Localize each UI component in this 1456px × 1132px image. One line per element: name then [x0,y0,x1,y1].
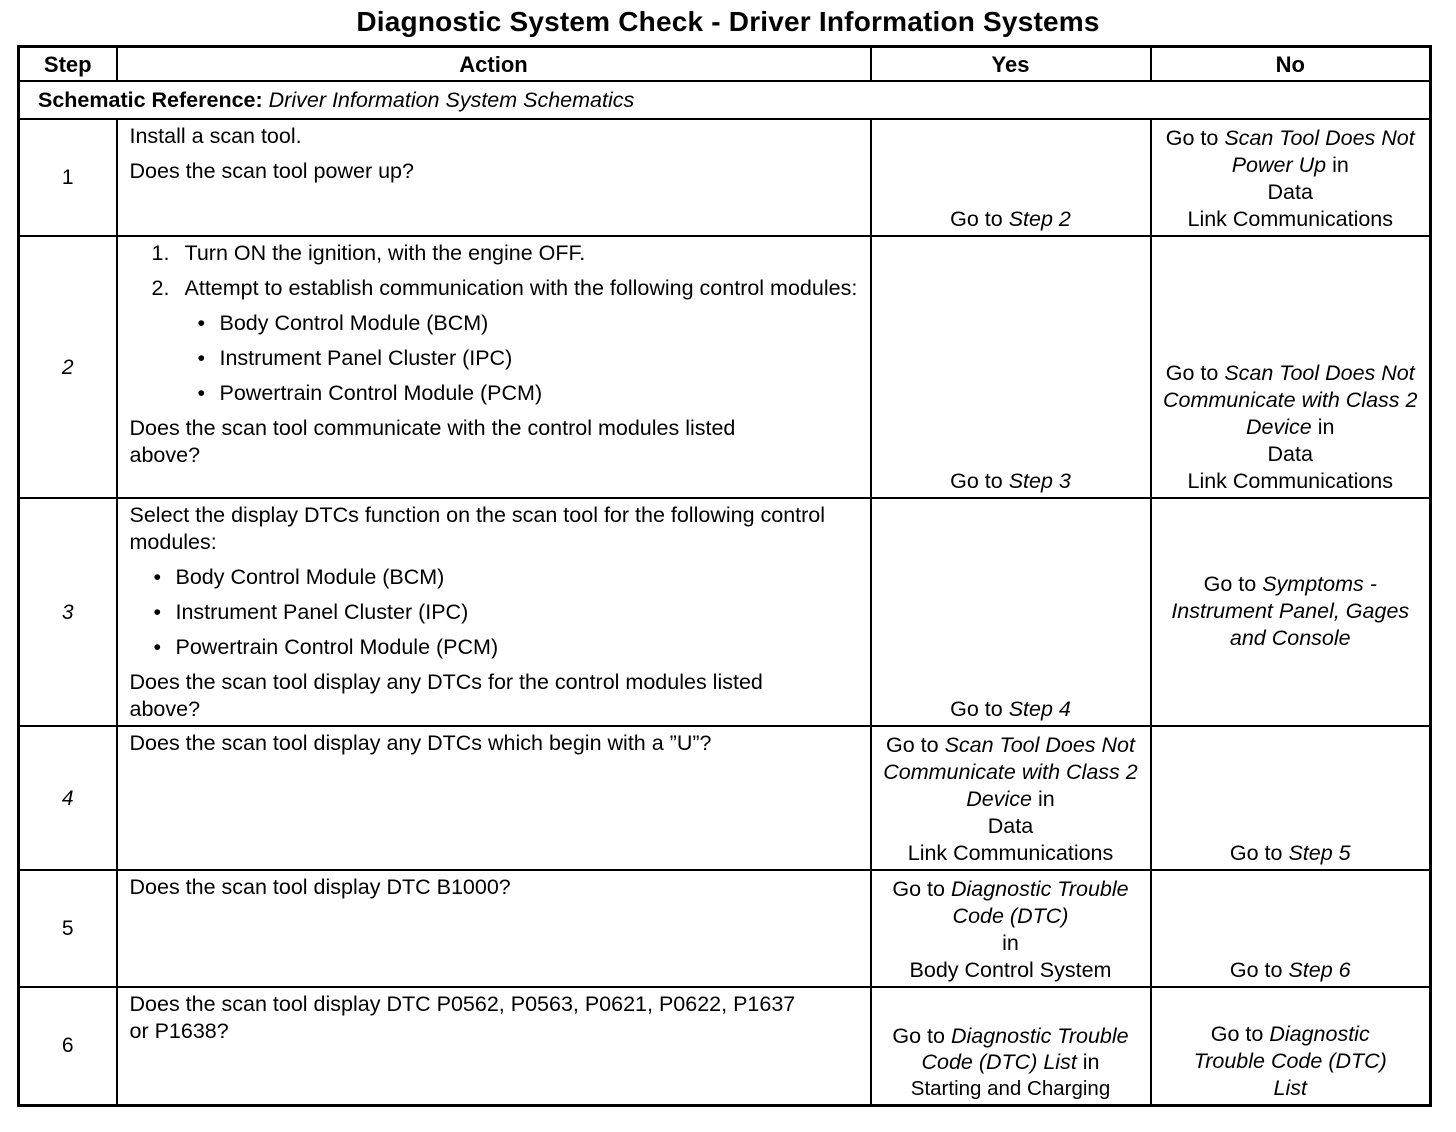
no-link[interactable]: Step 5 [1288,841,1351,865]
action-question: Does the scan tool display any DTCs which begin with a ”U”? [129,731,712,755]
page-title: Diagnostic System Check - Driver Information Systems [356,6,1100,37]
action-cell [117,726,871,870]
yes-link[interactable]: Step 3 [1008,469,1071,493]
yes-link[interactable]: Step 2 [1008,207,1071,231]
no-cell: Go to Diagnostic Trouble Code (DTC) List [1151,987,1431,1105]
schematic-reference-row [19,81,1431,119]
header-action: Action [117,47,871,82]
bullet-icon: • [153,600,162,624]
bullet-item: • Instrument Panel Cluster (IPC) [197,346,513,370]
action-question: Does the scan tool communicate with the control modules listed above? [129,416,736,467]
action-question: Does the scan tool display any DTCs for the control modules listed above? [129,670,763,721]
bullet-item: • Powertrain Control Module (PCM) [197,381,543,405]
action-intro: Select the display DTCs function on the scan tool for the following control modules: [129,503,826,554]
bullet-icon: • [197,381,206,405]
bullet-icon: • [197,311,206,335]
table-row [19,987,1431,1105]
header-row [19,47,1431,82]
yes-link[interactable]: Scan Tool Does Not Communicate with Class 2 Device [883,733,1138,811]
yes-link[interactable]: Step 4 [1008,697,1071,721]
table-row [19,119,1431,236]
action-question: Does the scan tool display DTC B1000? [129,875,511,899]
numbered-item: 2. Attempt to establish communication with the following control modules: [151,276,858,300]
numbered-item: 1. Turn ON the ignition, with the engine OFF. [151,241,586,265]
table-row [19,498,1431,726]
diagnostic-table [17,45,1432,1107]
yes-cell: Go to Diagnostic Trouble Code (DTC) List in Starting and Charging [871,987,1151,1105]
reference-link[interactable]: Driver Information System Schematics [268,88,635,112]
step-number: 2 [19,236,117,498]
step-number: 3 [19,498,117,726]
no-link[interactable]: Scan Tool Does Not Power Up [1224,126,1415,177]
yes-cell: Go to Step 2 [871,119,1151,236]
yes-cell: Go to Diagnostic Trouble Code (DTC) in Body Control System [871,870,1151,987]
step-number: 4 [19,726,117,870]
action-question: Does the scan tool display DTC P0562, P0563, P0621, P0622, P1637 or P1638? [129,992,796,1043]
no-cell: Go to Step 5 [1151,726,1431,870]
no-cell: Go to Scan Tool Does Not Communicate with Class 2 Device in Data Link Communications [1151,236,1431,498]
no-cell: Go to Symptoms - Instrument Panel, Gages and Console [1151,498,1431,726]
no-cell: Go to Step 6 [1151,870,1431,987]
bullet-item: • Instrument Panel Cluster (IPC) [153,600,469,624]
action-cell [117,498,871,726]
bullet-icon: • [153,565,162,589]
step-number: 5 [19,870,117,987]
action-cell [117,987,871,1105]
no-link[interactable]: Scan Tool Does Not Communicate with Class 2 Device [1162,361,1418,439]
reference-label: Schematic Reference: [38,88,263,112]
yes-link[interactable]: Diagnostic Trouble Code (DTC) [950,877,1129,928]
bullet-item: • Body Control Module (BCM) [153,565,445,589]
yes-cell: Go to Scan Tool Does Not Communicate with Class 2 Device in Data Link Communications [871,726,1151,870]
action-text: Install a scan tool. [129,124,302,148]
bullet-icon: • [153,635,162,659]
table-row [19,726,1431,870]
bullet-item: • Powertrain Control Module (PCM) [153,635,499,659]
bullet-item: • Body Control Module (BCM) [197,311,489,335]
table-row [19,870,1431,987]
step-number: 6 [19,987,117,1105]
action-cell [117,236,871,498]
yes-cell: Go to Step 4 [871,498,1151,726]
action-question: Does the scan tool power up? [129,159,414,183]
header-yes: Yes [871,47,1151,82]
no-cell: Go to Scan Tool Does Not Power Up in Data Link Communications [1151,119,1431,236]
no-link[interactable]: Diagnostic Trouble Code (DTC) List [1193,1021,1387,1100]
no-link[interactable]: Step 6 [1288,958,1351,982]
action-cell [117,119,871,236]
table-row [19,236,1431,498]
yes-cell: Go to Step 3 [871,236,1151,498]
header-step: Step [19,47,117,82]
action-cell [117,870,871,987]
step-number: 1 [19,119,117,236]
yes-link[interactable]: Diagnostic Trouble Code (DTC) List [921,1023,1129,1074]
header-no: No [1151,47,1431,82]
bullet-icon: • [197,346,206,370]
no-link[interactable]: Symptoms - Instrument Panel, Gages and Console [1171,571,1410,650]
schematic-reference [19,81,1431,119]
